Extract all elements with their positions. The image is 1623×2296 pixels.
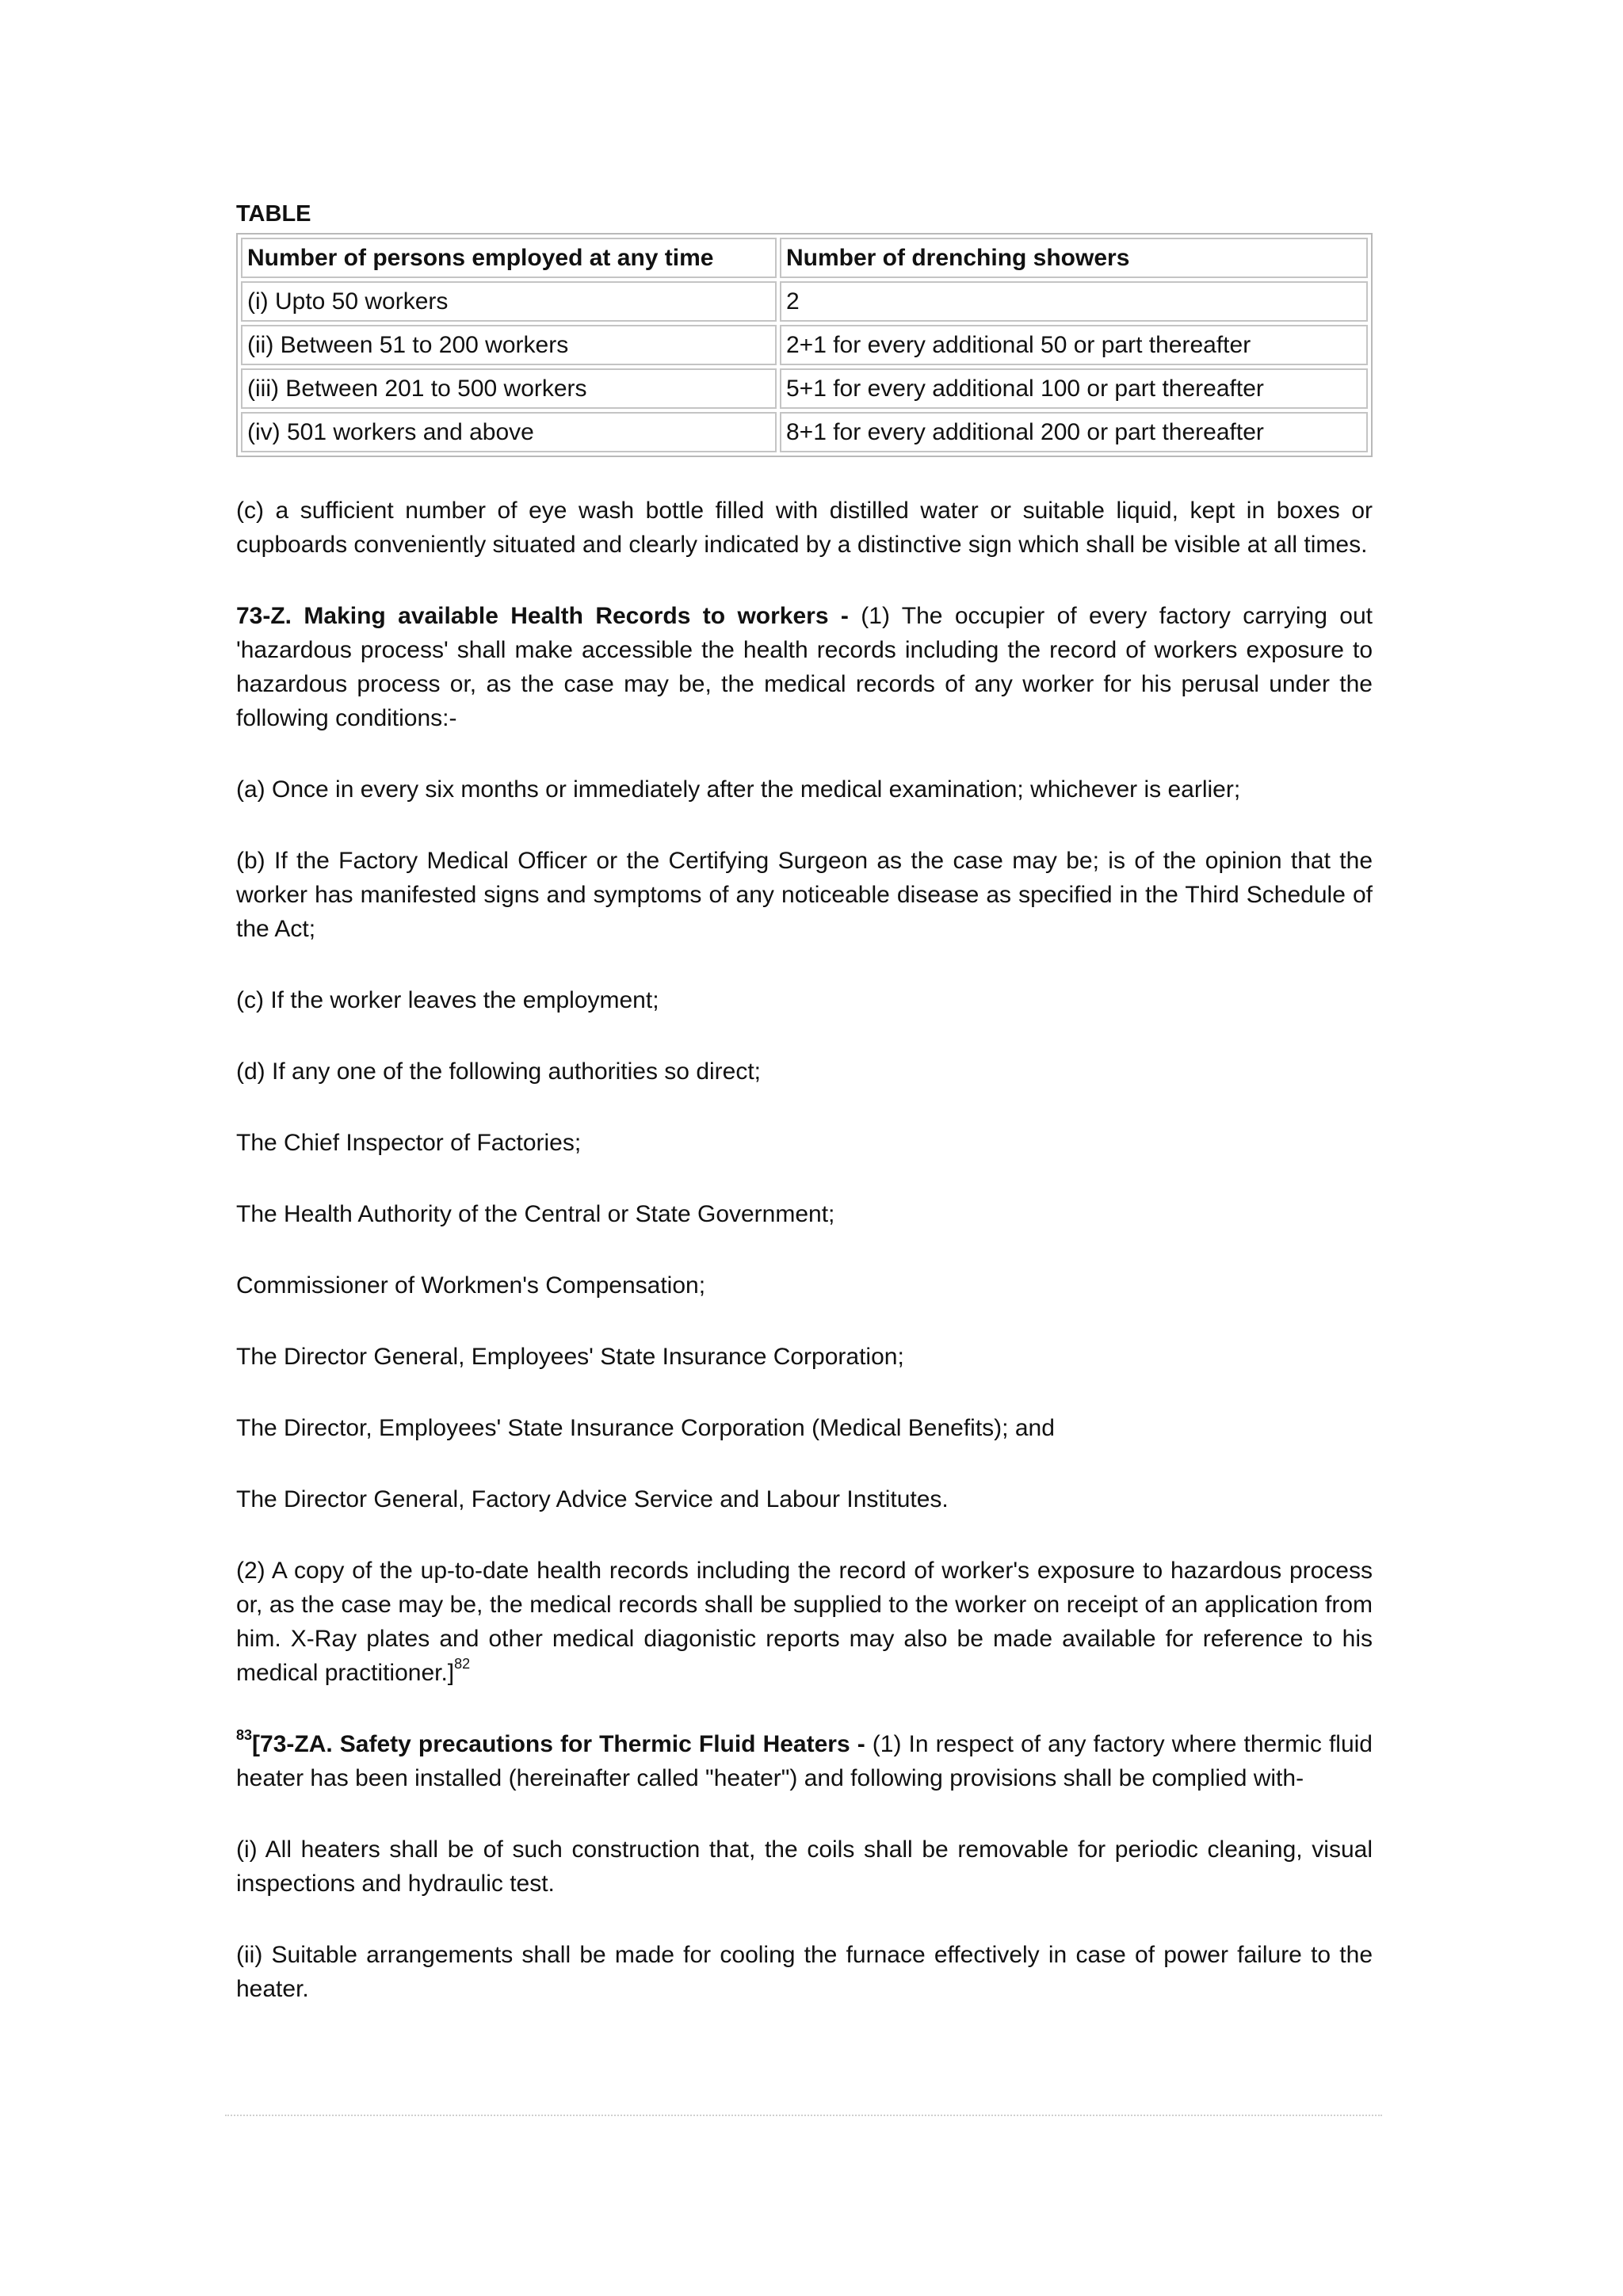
- table-row: [241, 325, 1368, 365]
- condition-b: (b) If the Factory Medical Officer or the Certifying Surgeon as the case may be; is of the opinion that the worker has manifested signs and symptoms of any noticeable disease as specified in the Third Schedule of the Act;: [236, 848, 1373, 942]
- table-cell: 8+1 for every additional 200 or part thereafter: [780, 412, 1368, 452]
- table-cell: 2+1 for every additional 50 or part thereafter: [780, 325, 1368, 365]
- table-header-row: [241, 238, 1368, 278]
- authority-item: The Director, Employees' State Insurance Corporation (Medical Benefits); and: [236, 1415, 1055, 1441]
- table-row: [241, 368, 1368, 409]
- paragraph-eye-wash: (c) a sufficient number of eye wash bottle filled with distilled water or suitable liquid, kept in boxes or cupboards conveniently situated and clearly indicated by a distinctive sign which shall be visible at all times.: [236, 498, 1373, 558]
- document-page: [236, 196, 1373, 2006]
- authority-item: The Chief Inspector of Factories;: [236, 1130, 582, 1156]
- provision-i: (i) All heaters shall be of such construction that, the coils shall be removable for periodic cleaning, visual inspections and hydraulic test.: [236, 1836, 1373, 1897]
- table-cell: 2: [780, 281, 1368, 322]
- subsection-2-body: (2) A copy of the up-to-date health records including the record of worker's exposure to hazardous process or, as the case may be, the medical records shall be supplied to the worker on receipt of an application from him. X-Ray plates and other medical diagonistic reports may also be made available for reference to his medical practitioner.]: [236, 1558, 1373, 1686]
- section-73z-body: (1) The occupier of every factory carrying out 'hazardous process' shall make accessible the health records including the record of workers exposure to hazardous process or, as the case may be, the medical records of any worker for his perusal under the following conditions:-: [236, 603, 1373, 731]
- section-73za-paragraph: [236, 1727, 1373, 1795]
- section-73za-heading: [73-ZA. Safety precautions for Thermic Fluid Heaters -: [252, 1731, 873, 1757]
- footnote-marker: 82: [454, 1656, 471, 1672]
- table-cell: 5+1 for every additional 100 or part thereafter: [780, 368, 1368, 409]
- section-73z-paragraph: [236, 599, 1373, 735]
- table-header-cell: Number of persons employed at any time: [241, 238, 777, 278]
- section-73za-body: (1) In respect of any factory where thermic fluid heater has been installed (hereinafter called "heater") and following provisions shall be complied with-: [236, 1731, 1373, 1791]
- provision-ii: (ii) Suitable arrangements shall be made for cooling the furnace effectively in case of power failure to the heater.: [236, 1942, 1373, 2002]
- table-cell: (iv) 501 workers and above: [241, 412, 777, 452]
- table-row: [241, 281, 1368, 322]
- table-cell: (ii) Between 51 to 200 workers: [241, 325, 777, 365]
- condition-d: (d) If any one of the following authorities so direct;: [236, 1058, 762, 1085]
- condition-a: (a) Once in every six months or immediately after the medical examination; whichever is earlier;: [236, 776, 1241, 803]
- page-divider: [225, 2115, 1382, 2116]
- table-cell: (i) Upto 50 workers: [241, 281, 777, 322]
- table-cell: (iii) Between 201 to 500 workers: [241, 368, 777, 409]
- condition-c: (c) If the worker leaves the employment;: [236, 987, 659, 1013]
- section-73z-heading: 73-Z. Making available Health Records to workers -: [236, 603, 861, 629]
- footnote-marker: 83: [236, 1727, 253, 1743]
- subsection-2-paragraph: [236, 1554, 1373, 1690]
- table-caption: TABLE: [236, 201, 311, 227]
- authority-item: Commissioner of Workmen's Compensation;: [236, 1272, 706, 1299]
- authority-item: The Director General, Factory Advice Service and Labour Institutes.: [236, 1486, 949, 1512]
- table-header-cell: Number of drenching showers: [780, 238, 1368, 278]
- table-row: [241, 412, 1368, 452]
- authority-item: The Director General, Employees' State Insurance Corporation;: [236, 1344, 904, 1370]
- authority-item: The Health Authority of the Central or State Government;: [236, 1201, 835, 1227]
- drenching-showers-table: [236, 233, 1373, 457]
